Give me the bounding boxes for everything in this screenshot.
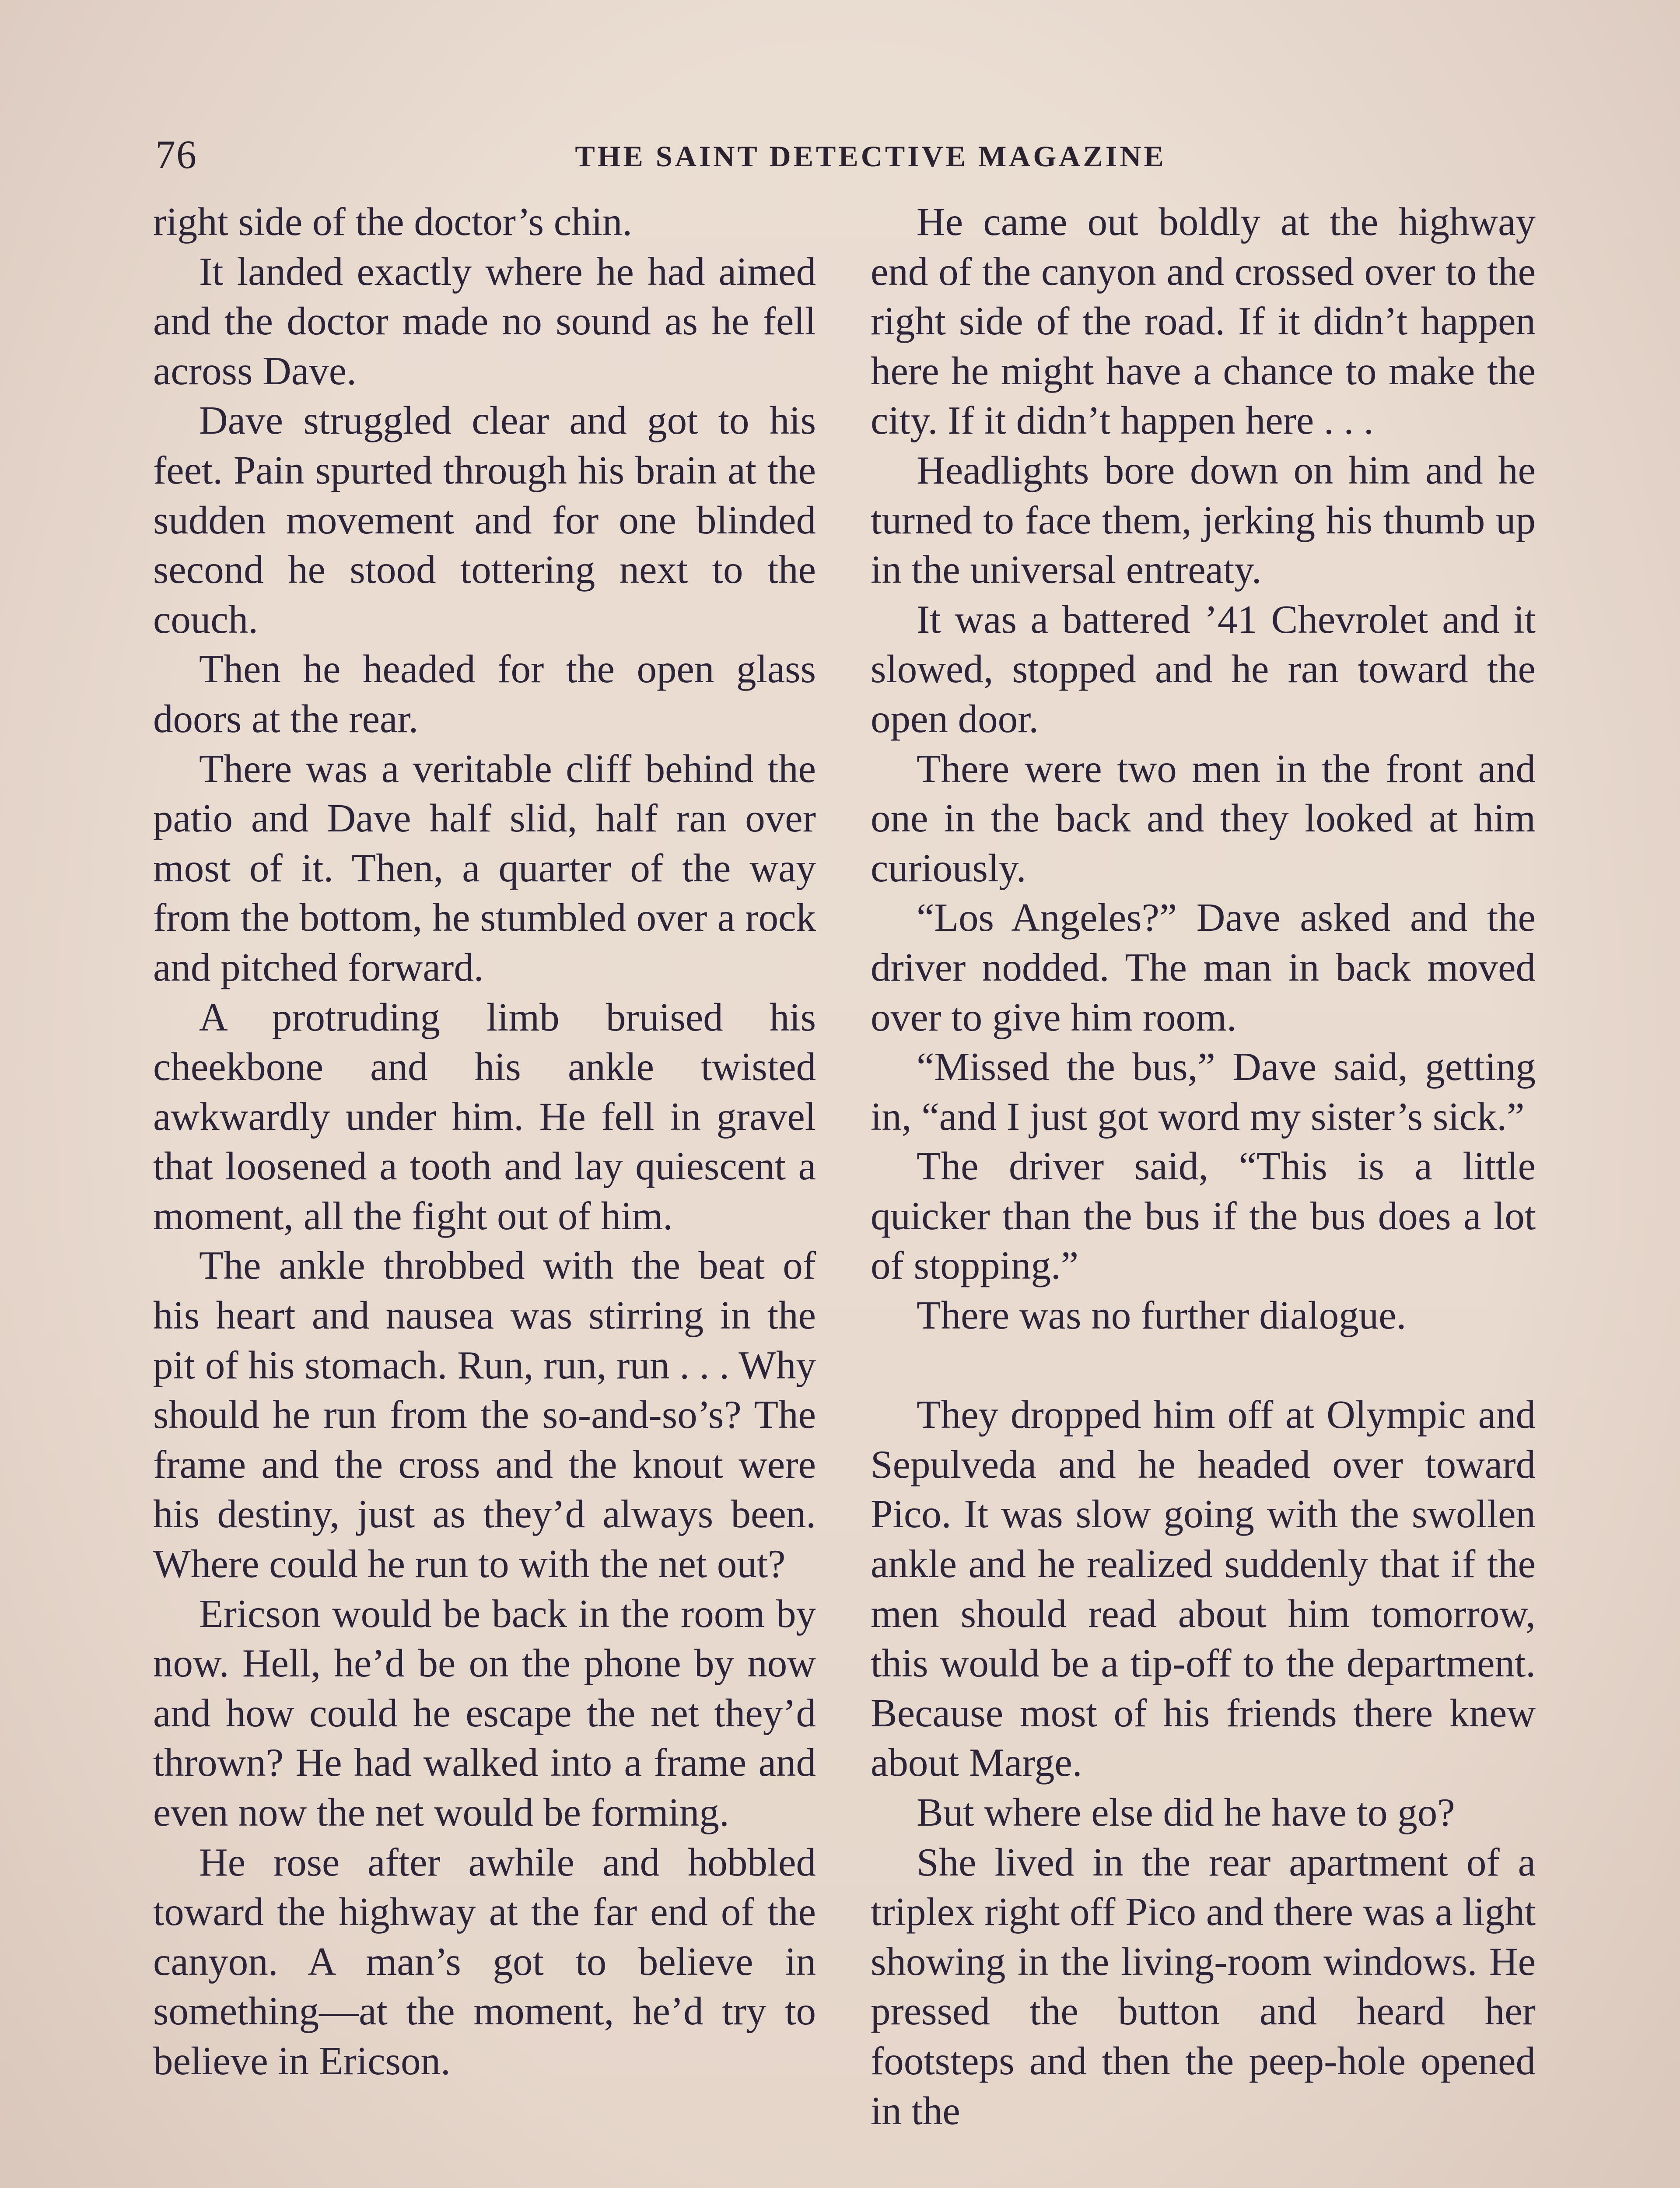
- paragraph: She lived in the rear apartment of a triplex right off Pico and there was a light showing in the living-room windows. He pressed the button and heard her footsteps and then the peep-hole opened in the: [871, 1840, 1536, 2133]
- paragraph: There was a veritable cliff behind the patio and Dave half slid, half ran over most of it. Then, a quarter of the way from the bottom, he stumbled over a rock and pitched forward.: [153, 746, 816, 989]
- paragraph: “Los Angeles?” Dave asked and the driver nodded. The man in back moved over to give him room.: [871, 895, 1536, 1039]
- paragraph: But where else did he have to go?: [917, 1790, 1455, 1834]
- paragraph: The driver said, “This is a little quicker than the bus if the bus does a lot of stopping.”: [871, 1144, 1536, 1288]
- paragraph: Then he headed for the open glass doors at the rear.: [153, 647, 816, 741]
- paragraph: The ankle throbbed with the beat of his heart and nausea was stirring in the pit of his stomach. Run, run, run . . . Why should he run from the so-and-so’s? The frame and the cross and the knout were his destiny, just as they’d always been. Where could he run to with the net out?: [153, 1243, 816, 1586]
- paragraph: It landed exactly where he had aimed and the doctor made no sound as he fell across Dave.: [153, 249, 816, 393]
- section-break: [871, 1340, 1536, 1390]
- running-title: THE SAINT DETECTIVE MAGAZINE: [575, 140, 1166, 173]
- paragraph: They dropped him off at Olympic and Sepulveda and he headed over toward Pico. It was slow going with the swollen ankle and he realized suddenly that if the men should read about him tomorrow, this would be a tip-off to the department. Because most of his friends there knew about Marge.: [871, 1392, 1536, 1785]
- left-column: [153, 197, 816, 2086]
- paragraph: Headlights bore down on him and he turned to face them, jerking his thumb up in the universal entreaty.: [871, 448, 1536, 592]
- paragraph: right side of the doctor’s chin.: [153, 200, 633, 244]
- paragraph: He came out boldly at the highway end of the canyon and crossed over to the right side of the road. If it didn’t happen here he might have a chance to make the city. If it didn’t happen here . . .: [871, 200, 1536, 443]
- paragraph: He rose after awhile and hobbled toward the highway at the far end of the canyon. A man’s got to believe in something—at the moment, he’d try to believe in Ericson.: [153, 1840, 816, 2083]
- paragraph: Dave struggled clear and got to his feet. Pain spurted through his brain at the sudden movement and for one blinded second he stood tottering next to the couch.: [153, 398, 816, 642]
- paragraph: “Missed the bus,” Dave said, getting in, “and I just got word my sister’s sick.”: [871, 1045, 1536, 1139]
- right-column: [871, 197, 1536, 2135]
- paragraph: Ericson would be back in the room by now. Hell, he’d be on the phone by now and how could he escape the net they’d thrown? He had walked into a frame and even now the net would be forming.: [153, 1591, 816, 1834]
- paragraph: There were two men in the front and one in the back and they looked at him curiously.: [871, 746, 1536, 890]
- paragraph: It was a battered ’41 Chevrolet and it slowed, stopped and he ran toward the open door.: [871, 597, 1536, 741]
- paragraph: There was no further dialogue.: [917, 1293, 1407, 1338]
- paragraph: A protruding limb bruised his cheekbone and his ankle twisted awkwardly under him. He fell in gravel that loosened a tooth and lay quiescent a moment, all the fight out of him.: [153, 995, 816, 1238]
- page-number: 76: [155, 132, 197, 177]
